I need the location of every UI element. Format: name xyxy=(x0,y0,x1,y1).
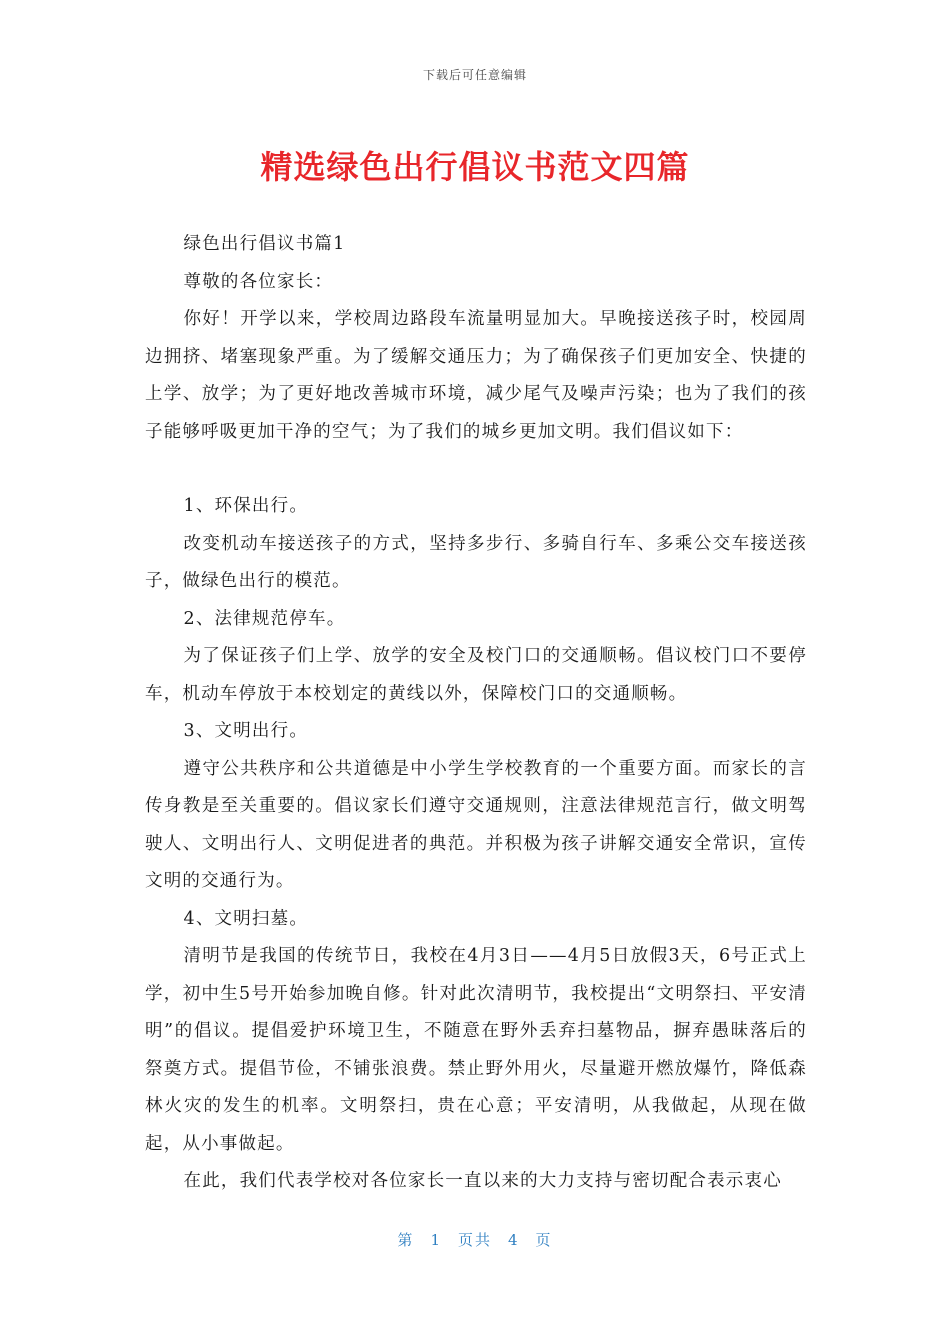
body-paragraph: 改变机动车接送孩子的方式，坚持多步行、多骑自行车、多乘公交车接送孩子，做绿色出行的模范。 xyxy=(145,533,807,591)
footer-label: 页共 xyxy=(457,1231,492,1249)
body-paragraph: 你好！开学以来，学校周边路段车流量明显加大。早晚接送孩子时，校园周边拥挤、堵塞现象严重。为了缓解交通压力；为了确保孩子们更加安全、快捷的上学、放学；为了更好地改善城市环境，减少尾气及噪声污染；也为了我们的孩子能够呼吸更加干净的空气；为了我们的城乡更加文明。我们倡议如下： xyxy=(145,309,807,442)
header-note: 下载后可任意编辑 xyxy=(422,68,527,82)
section-heading: 绿色出行倡议书篇1 xyxy=(183,234,346,254)
list-item-heading: 1、环保出行。 xyxy=(183,496,309,516)
document-body xyxy=(145,226,807,1201)
page-footer xyxy=(0,1229,950,1250)
body-paragraph: 清明节是我国的传统节日，我校在4月3日——4月5日放假3天，6号正式上学，初中生5号开始参加晚自修。针对此次清明节，我校提出“文明祭扫、平安清明”的倡议。提倡爱护环境卫生，不随意在野外丢弃扫墓物品，摒弃愚昧落后的祭奠方式。提倡节俭，不铺张浪费。禁止野外用火，尽量避开燃放爆竹，降低森林火灾的发生的机率。文明祭扫，贵在心意；平安清明，从我做起，从现在做起，从小事做起。 xyxy=(145,946,807,1154)
salutation: 尊敬的各位家长： xyxy=(183,271,334,292)
list-item-heading: 2、法律规范停车。 xyxy=(183,608,346,629)
total-page-number: 4 xyxy=(508,1231,520,1249)
current-page-number: 1 xyxy=(430,1231,442,1249)
list-item-heading: 4、文明扫墓。 xyxy=(183,908,309,929)
footer-label: 第 xyxy=(397,1231,415,1249)
footer-label: 页 xyxy=(535,1231,553,1249)
document-title: 精选绿色出行倡议书范文四篇 xyxy=(260,148,690,186)
list-item-heading: 3、文明出行。 xyxy=(183,721,309,741)
body-paragraph: 遵守公共秩序和公共道德是中小学生学校教育的一个重要方面。而家长的言传身教是至关重要的。倡议家长们遵守交通规则，注意法律规范言行，做文明驾驶人、文明出行人、文明促进者的典范。并积极为孩子讲解交通安全常识，宣传文明的交通行为。 xyxy=(145,758,807,891)
body-paragraph: 为了保证孩子们上学、放学的安全及校门口的交通顺畅。倡议校门口不要停车，机动车停放于本校划定的黄线以外，保障校门口的交通顺畅。 xyxy=(145,646,807,704)
body-paragraph: 在此，我们代表学校对各位家长一直以来的大力支持与密切配合表示衷心 xyxy=(183,1171,782,1191)
